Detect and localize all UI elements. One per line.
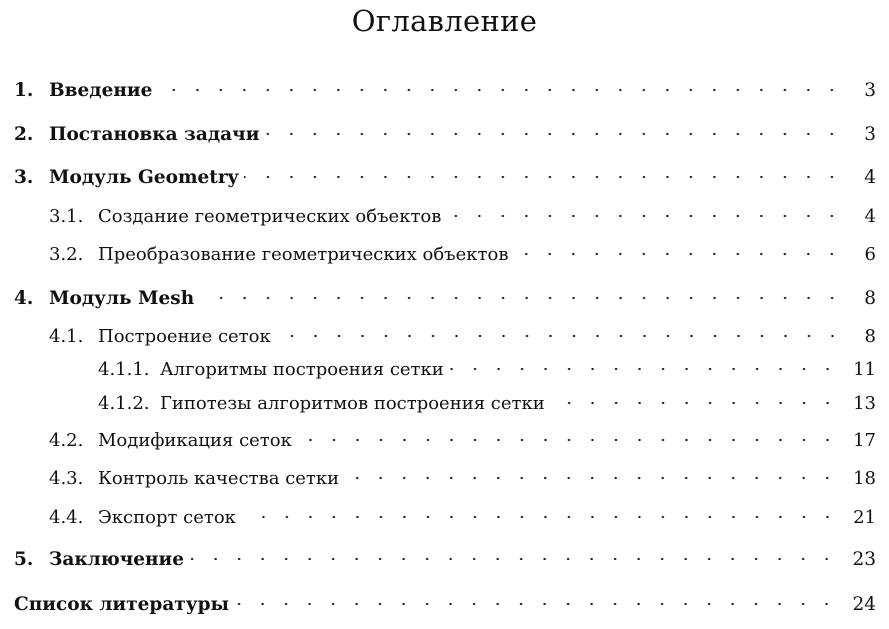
dot-leader: [345, 470, 839, 484]
toc-entry[interactable]: [49, 507, 876, 531]
toc-entry-label: Введение: [49, 80, 153, 101]
toc-entry[interactable]: [98, 359, 876, 383]
toc-entry-number: 4.1.1.: [98, 359, 150, 380]
toc-entry-number: 1.: [14, 80, 34, 101]
toc-entry-number: 4.1.2.: [98, 393, 150, 414]
dot-leader: [244, 169, 844, 183]
toc-entry[interactable]: [14, 80, 876, 104]
dot-leader: [447, 208, 844, 222]
toc-entry[interactable]: [49, 468, 876, 492]
toc-entry-label: Построение сеток: [98, 326, 271, 347]
toc-entry-number: 4.1.: [49, 326, 84, 347]
toc-entry-number: 2.: [14, 124, 34, 145]
toc-entry-page: 4: [864, 206, 876, 227]
toc-entry-page: 3: [864, 80, 876, 101]
dot-leader: [551, 395, 839, 409]
toc-entry-page: 8: [864, 288, 876, 309]
toc-entry-page: 11: [853, 359, 876, 380]
toc-entry-number: 3.1.: [49, 206, 84, 227]
dot-leader: [190, 551, 838, 565]
toc-entry-label: Контроль качества сетки: [98, 468, 340, 489]
toc-entry[interactable]: [49, 244, 876, 268]
toc-entry-label: Преобразование геометрических объектов: [98, 244, 509, 265]
toc-entry-number: 3.: [14, 167, 34, 188]
toc-entry-number: 4.2.: [49, 430, 84, 451]
toc-entry-page: 18: [853, 468, 876, 489]
toc-entry-page: 23: [852, 549, 876, 570]
toc-entry-number: 4.4.: [49, 507, 84, 528]
toc-entry-label: Модуль Geometry: [49, 167, 239, 188]
toc-entry-page: 17: [853, 430, 876, 451]
toc-entry-label: Список литературы: [14, 594, 230, 615]
toc-title: Оглавление: [351, 4, 538, 38]
toc-entry[interactable]: [49, 430, 876, 454]
toc-entry-page: 8: [864, 326, 876, 347]
dot-leader: [298, 432, 839, 446]
toc-entry-label: Заключение: [49, 549, 185, 570]
toc-entry-number: 4.3.: [49, 468, 84, 489]
toc-entry[interactable]: [49, 326, 876, 350]
dot-leader: [265, 126, 844, 140]
toc-entry-number: 3.2.: [49, 244, 84, 265]
toc-entry-label: Модуль Mesh: [49, 288, 195, 309]
toc-entry-label: Модификация сеток: [98, 430, 292, 451]
toc-entry-number: 4.: [14, 288, 34, 309]
toc-entry[interactable]: [14, 288, 876, 312]
toc-entry-page: 3: [864, 124, 876, 145]
toc-entry[interactable]: [14, 124, 876, 148]
toc-entry[interactable]: [14, 549, 876, 573]
toc-entry[interactable]: [49, 206, 876, 230]
dot-leader: [277, 328, 844, 342]
toc-entry-page: 21: [853, 507, 876, 528]
toc-entry-label: Постановка задачи: [49, 124, 260, 145]
toc-entry-page: 13: [853, 393, 876, 414]
toc-entry[interactable]: [14, 167, 876, 191]
toc-entry[interactable]: [98, 393, 876, 417]
toc-entry-label: Создание геометрических объектов: [98, 206, 442, 227]
dot-leader: [242, 509, 839, 523]
dot-leader: [514, 246, 844, 260]
dot-leader: [450, 361, 839, 375]
toc-entry-label: Гипотезы алгоритмов построения сетки: [160, 393, 545, 414]
dot-leader: [200, 290, 844, 304]
toc-entry-number: 5.: [14, 549, 34, 570]
toc-entry[interactable]: [14, 594, 876, 618]
toc-entry-page: 6: [864, 244, 876, 265]
dot-leader: [235, 596, 838, 610]
dot-leader: [158, 82, 844, 96]
toc-entry-page: 24: [852, 594, 876, 615]
toc-entry-label: Экспорт сеток: [98, 507, 236, 528]
toc-entry-label: Алгоритмы построения сетки: [160, 359, 444, 380]
toc-entry-page: 4: [864, 167, 876, 188]
